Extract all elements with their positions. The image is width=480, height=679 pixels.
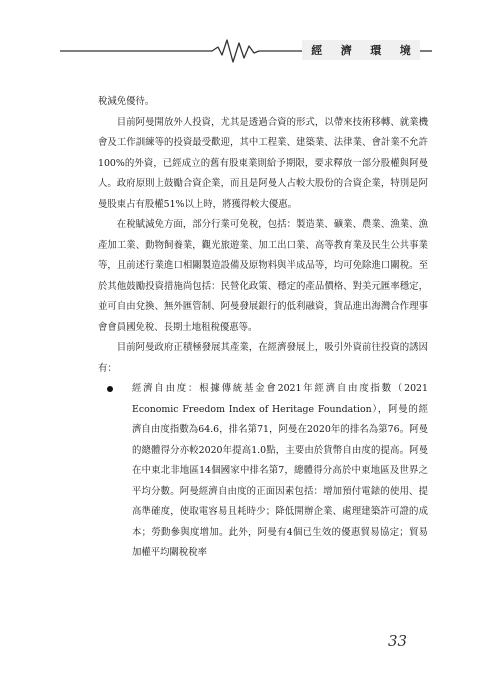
header-title-char: 濟	[340, 44, 352, 57]
body-text	[98, 92, 428, 564]
page-header	[0, 0, 480, 70]
bullet-icon	[107, 386, 113, 392]
paragraph-tax-exemption: 在稅賦減免方面，部分行業可免稅，包括：製造業、礦業、農業、漁業、漁產加工業、動物飼養業，觀光旅遊業、加工出口業、高等教育業及民生公共事業等，且前述行業進口相關製造設備及原物料與半成品等，均可免除進口關稅。至於其他鼓勵投資措施尚包括：民營化政策、穩定的產品價格、對美元匯率穩定，並可自由兌換、無外匯管制、阿曼發展銀行的低利融資，貨品進出海灣合作理事會會員國免稅、長期土地租稅優惠等。	[98, 219, 428, 333]
bullet-item-economic-freedom	[98, 379, 428, 564]
bullet-text: 經濟自由度：根據傳統基金會2021年經濟自由度指數（2021 Economic Freedom Index of Heritage Foundation），阿曼的經濟自由度指數為64.6，排名第71，阿曼在2020年的排名為第76。阿曼的總體得分亦較2020年提高1.0點，主要由於貨幣自由度的提高。阿曼在中東北非地區14個國家中排名第7，總體得分高於中東地區及世界之平均分數。阿曼經濟自由度的正面因素包括：增加預付電錶的使用、提高準確度，使取電容易且耗時少；降低開辦企業、處理建築許可證的成本；勞動參與度增加。此外，阿曼有4個已生效的優惠貿易協定；貿易加權平均關稅稅率	[132, 383, 428, 558]
paragraph-continuation: 稅減免優待。	[98, 96, 155, 107]
header-title-char: 經	[311, 44, 323, 57]
header-title-char: 環	[370, 44, 382, 57]
page-number: 33	[388, 632, 408, 650]
paragraph-foreign-investment: 目前阿曼開放外人投資，尤其是透過合資的形式，以帶來技術移轉、就業機會及工作訓練等的投資最受歡迎，其中工程業、建築業、法律業、會計業不允許100%的外資，已經成立的舊有股東業則給予期限，要求釋放一部分股權與阿曼人。政府原則上鼓勵合資企業，而且是阿曼人占較大股份的合資企業，特別是阿曼股東占有股權51%以上時，將獲得較大優惠。	[98, 116, 428, 210]
header-section-title	[302, 40, 420, 60]
paragraph-incentives-intro: 目前阿曼政府正積極發展其產業，在經濟發展上，吸引外資前往投資的誘因有：	[98, 342, 428, 374]
header-title-char: 境	[399, 44, 411, 57]
